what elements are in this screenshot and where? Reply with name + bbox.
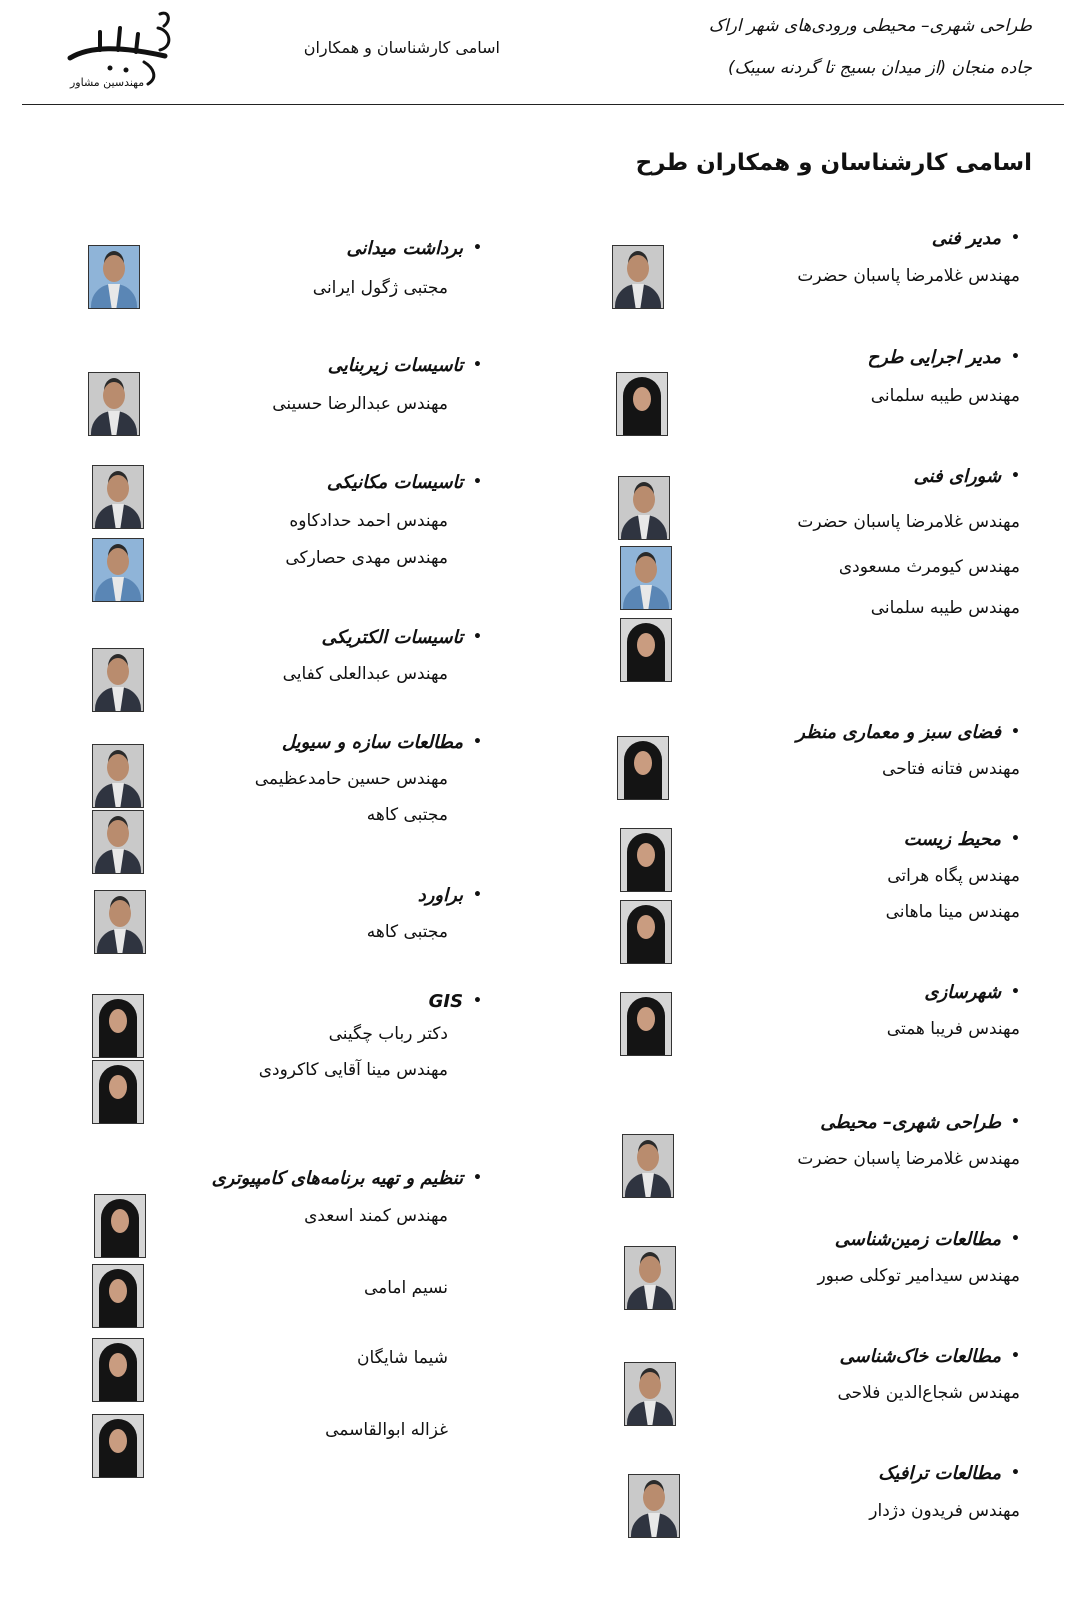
member-name: مجتبی ژگول ایرانی (312, 278, 448, 298)
section-title: •طراحی شهری– محیطی (820, 1112, 1020, 1133)
portrait-photo (616, 372, 668, 436)
member-name: مهندس طیبه سلمانی (870, 386, 1020, 406)
member-name: مهندس کیومرث مسعودی (838, 557, 1020, 577)
company-logo (40, 6, 180, 90)
portrait-photo (620, 546, 672, 610)
portrait-photo (92, 1264, 144, 1328)
logo-text: باغ شهر (42, 20, 46, 21)
section-title: •مطالعات سازه و سیویل (281, 732, 482, 753)
section-title: •شهرسازی (924, 982, 1020, 1003)
portrait-photo (94, 1194, 146, 1258)
member-name: مجتبی کاهه (366, 922, 448, 942)
portrait-photo (92, 1338, 144, 1402)
member-name: مهندس سیدامیر توکلی صبور (817, 1266, 1020, 1286)
portrait-photo (88, 372, 140, 436)
member-name: مهندس غلامرضا پاسبان حضرت (797, 512, 1020, 532)
portrait-photo (92, 648, 144, 712)
project-title-line2: جاده منجان (از میدان بسیج تا گردنه سیبک) (728, 58, 1032, 78)
section-title: •GIS (428, 991, 482, 1012)
member-name: مهندس فریبا همتی (886, 1019, 1020, 1039)
member-name: مهندس مهدی حصارکی (285, 548, 448, 568)
section-title: •تاسیسات مکانیکی (326, 472, 482, 493)
member-name: مهندس غلامرضا پاسبان حضرت (797, 1149, 1020, 1169)
member-name: مهندس شجاع‌الدین فلاحی (837, 1383, 1020, 1403)
member-name: مهندس فتانه فتاحی (882, 759, 1020, 779)
portrait-photo (92, 1414, 144, 1478)
header-center-title: اسامی کارشناسان و همکاران (303, 38, 500, 57)
member-name: مهندس عبدالرضا حسینی (272, 394, 448, 414)
section-title: •شورای فنی (913, 466, 1020, 487)
section-title: •مدیر فنی (931, 228, 1020, 249)
logo-subtext: مهندسین مشاور (70, 76, 145, 89)
member-name: مهندس حسین حامدعظیمی (254, 769, 448, 789)
portrait-photo (620, 900, 672, 964)
member-name: شیما شایگان (357, 1348, 448, 1368)
portrait-photo (620, 618, 672, 682)
member-name: مهندس طیبه سلمانی (870, 598, 1020, 618)
member-name: مهندس عبدالعلی کفایی (282, 664, 448, 684)
section-title: •مدیر اجرایی طرح (867, 347, 1020, 368)
header-divider (22, 104, 1064, 105)
member-name: مهندس کمند اسعدی (304, 1206, 448, 1226)
portrait-photo (92, 744, 144, 808)
member-name: مجتبی کاهه (366, 805, 448, 825)
member-name: مهندس احمد حدادکاوه (289, 511, 448, 531)
portrait-photo (612, 245, 664, 309)
portrait-photo (92, 810, 144, 874)
portrait-photo (620, 992, 672, 1056)
portrait-photo (92, 465, 144, 529)
member-name: نسیم امامی (363, 1278, 448, 1298)
section-title: •مطالعات زمین‌شناسی (834, 1229, 1020, 1250)
portrait-photo (620, 828, 672, 892)
section-title: •برداشت میدانی (346, 238, 482, 259)
member-name: مهندس مینا آقایی کاکرودی (258, 1060, 448, 1080)
portrait-photo (92, 994, 144, 1058)
member-name: مهندس فریدون دژدار (869, 1501, 1020, 1521)
portrait-photo (617, 736, 669, 800)
portrait-photo (92, 538, 144, 602)
section-title: •تنظیم و تهیه برنامه‌های کامپیوتری (211, 1168, 482, 1189)
portrait-photo (624, 1246, 676, 1310)
portrait-photo (88, 245, 140, 309)
section-title: •فضای سبز و معماری منظر (796, 722, 1020, 743)
section-title: •تاسیسات زیربنایی (327, 355, 482, 376)
member-name: مهندس غلامرضا پاسبان حضرت (797, 266, 1020, 286)
section-title: •محیط زیست (903, 829, 1020, 850)
member-name: دکتر رباب چگینی (328, 1024, 448, 1044)
member-name: مهندس پگاه هراتی (887, 866, 1020, 886)
project-title-line1: طراحی شهری– محیطی ورودی‌های شهر اراک (708, 16, 1032, 36)
portrait-photo (628, 1474, 680, 1538)
member-name: غزاله ابوالقاسمی (325, 1420, 448, 1440)
portrait-photo (618, 476, 670, 540)
section-title: •مطالعات ترافیک (878, 1463, 1020, 1484)
section-title: •تاسیسات الکتریکی (321, 627, 482, 648)
section-title: •مطالعات خاک‌شناسی (839, 1346, 1020, 1367)
portrait-photo (94, 890, 146, 954)
page-title: اسامی کارشناسان و همکاران طرح (635, 150, 1032, 176)
portrait-photo (624, 1362, 676, 1426)
member-name: مهندس مینا ماهانی (885, 902, 1020, 922)
portrait-photo (92, 1060, 144, 1124)
portrait-photo (622, 1134, 674, 1198)
section-title: •براورد (417, 885, 482, 906)
